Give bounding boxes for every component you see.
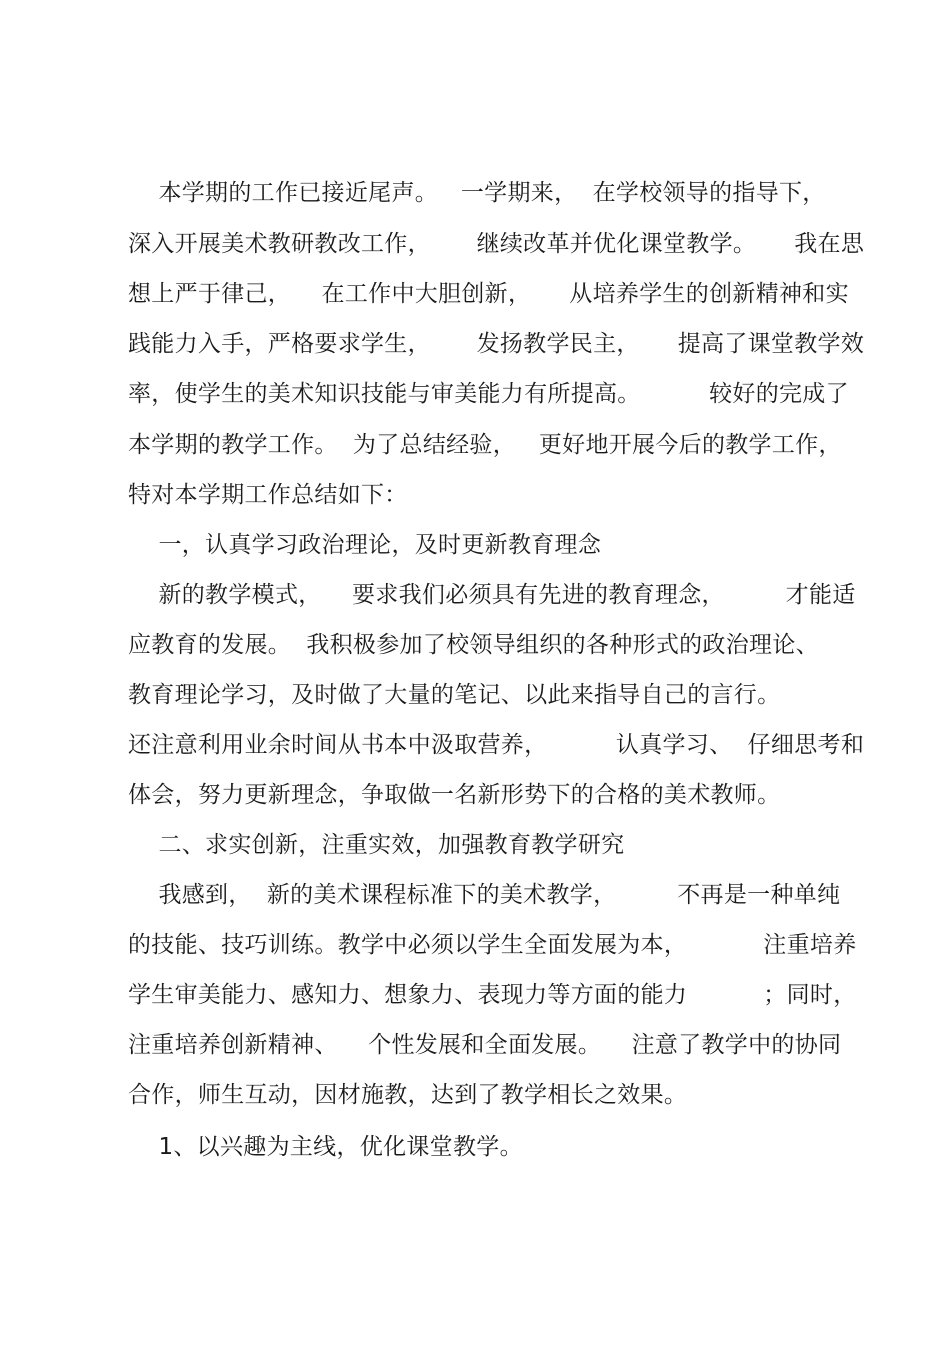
paragraph-line: 率，使学生的美术知识技能与审美能力有所提高。 较好的完成了	[128, 381, 849, 407]
paragraph-line: 注重培养创新精神、 个性发展和全面发展。 注意了教学中的协同	[128, 1032, 842, 1058]
paragraph-line: 深入开展美术教研教改工作， 继续改革并优化课堂教学。 我在思	[128, 231, 865, 257]
paragraph-line: 学生审美能力、感知力、想象力、表现力等方面的能力 ；同时，	[128, 982, 857, 1008]
paragraph-line: 的技能、技巧训练。教学中必须以学生全面发展为本， 注重培养	[128, 932, 857, 958]
paragraph-line: 教育理论学习，及时做了大量的笔记、以此来指导自己的言行。	[128, 682, 781, 708]
paragraph-line: 还注意利用业余时间从书本中汲取营养， 认真学习、 仔细思考和	[128, 732, 865, 758]
paragraph-line: 想上严于律己， 在工作中大胆创新， 从培养学生的创新精神和实	[128, 281, 849, 307]
subsection-heading: 1、以兴趣为主线，优化课堂教学。	[128, 1134, 523, 1160]
paragraph-line: 新的教学模式， 要求我们必须具有先进的教育理念， 才能适	[128, 582, 856, 608]
paragraph-line: 体会，努力更新理念，争取做一名新形势下的合格的美术教师。	[128, 782, 781, 808]
paragraph-line: 本学期的教学工作。 为了总结经验， 更好地开展今后的教学工作，	[128, 432, 842, 458]
paragraph-line: 我感到， 新的美术课程标准下的美术教学， 不再是一种单纯	[128, 882, 841, 908]
paragraph-line: 本学期的工作已接近尾声。 一学期来， 在学校领导的指导下，	[128, 180, 826, 206]
paragraph-line: 特对本学期工作总结如下：	[128, 482, 408, 508]
paragraph-line: 合作，师生互动，因材施教，达到了教学相长之效果。	[128, 1082, 688, 1108]
paragraph-line: 践能力入手，严格要求学生， 发扬教学民主， 提高了课堂教学效	[128, 331, 865, 357]
section-heading: 一，认真学习政治理论，及时更新教育理念	[128, 532, 602, 558]
paragraph-line: 应教育的发展。 我积极参加了校领导组织的各种形式的政治理论、	[128, 632, 819, 658]
section-heading: 二、求实创新，注重实效，加强教育教学研究	[128, 832, 625, 858]
